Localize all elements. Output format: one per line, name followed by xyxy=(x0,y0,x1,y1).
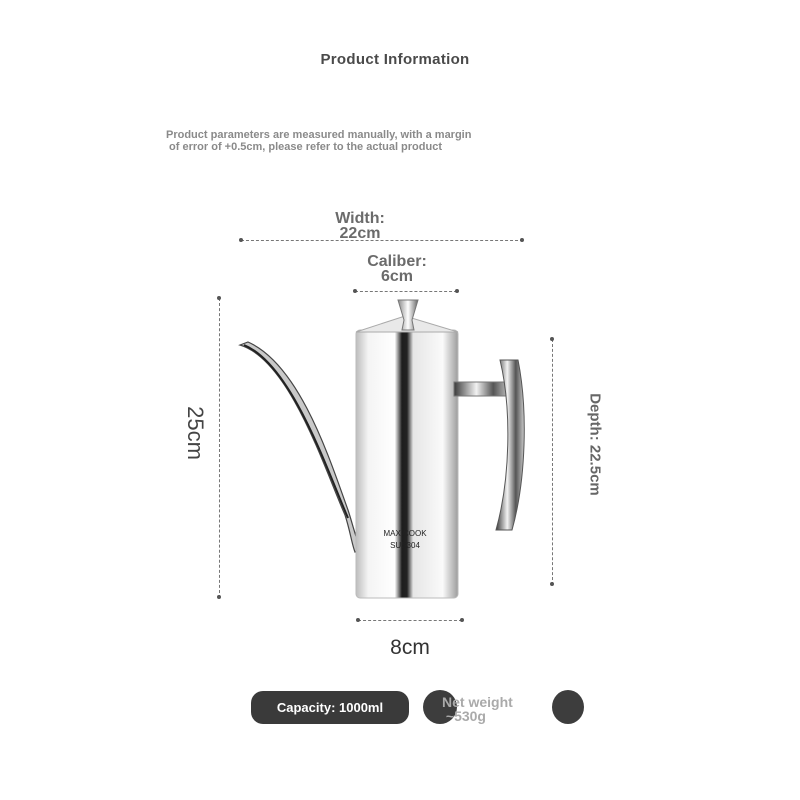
height-line-top-dot xyxy=(217,296,221,300)
bottom-line-start-dot xyxy=(356,618,360,622)
depth-dimension-line xyxy=(552,339,553,585)
bottom-dimension-line xyxy=(358,620,462,621)
oil-pot-image xyxy=(230,290,540,610)
caliber-label-text: Caliber: xyxy=(367,253,427,270)
bottom-value: 8cm xyxy=(390,636,430,659)
brand-line-1: MAX COOK xyxy=(383,529,427,538)
net-weight: Net weight ~530g xyxy=(442,694,513,724)
net-weight-label: Net weight xyxy=(442,694,513,710)
width-line-end-dot xyxy=(520,238,524,242)
width-label xyxy=(310,211,410,241)
pot-body xyxy=(356,330,458,598)
net-weight-value: 530g xyxy=(454,708,486,724)
caliber-label xyxy=(347,254,447,284)
brand-line-2: SUS304 xyxy=(390,541,420,550)
width-label-text: Width: xyxy=(335,210,385,227)
note-line-1: Product parameters are measured manually, with a margin xyxy=(166,129,472,141)
handle-arm xyxy=(454,382,510,396)
width-dimension-line xyxy=(241,240,523,241)
spout xyxy=(240,342,360,552)
capacity-badge: Capacity: 1000ml xyxy=(251,691,409,724)
bottom-line-end-dot xyxy=(460,618,464,622)
page-title: Product Information xyxy=(320,51,470,68)
depth-line-top-dot xyxy=(550,337,554,341)
height-line-bottom-dot xyxy=(217,595,221,599)
weight-circle-right xyxy=(552,690,584,724)
height-dimension-line xyxy=(219,298,220,598)
height-value: 25cm xyxy=(183,406,208,460)
caliber-value: 6cm xyxy=(380,268,414,285)
width-line-start-dot xyxy=(239,238,243,242)
measurement-note xyxy=(166,129,471,153)
width-value: 22cm xyxy=(339,225,381,242)
depth-value: Depth: 22.5cm xyxy=(586,393,604,496)
depth-line-bottom-dot xyxy=(550,582,554,586)
note-line-2: of error of +0.5cm, please refer to the actual product xyxy=(166,141,442,153)
